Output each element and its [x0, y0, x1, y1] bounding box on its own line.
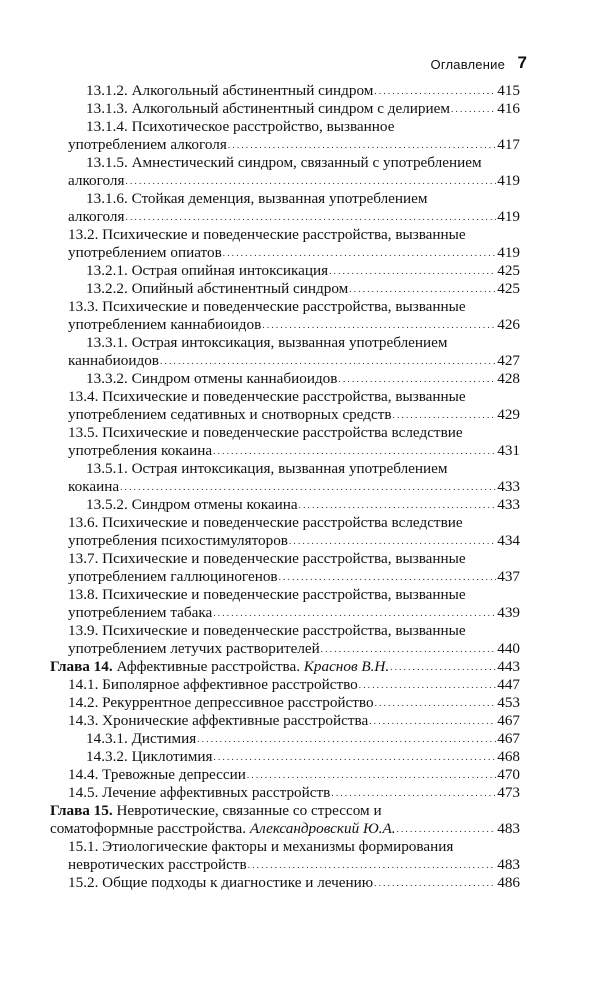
entry-page: 467 — [497, 730, 520, 747]
entry-title-cont: невротических расстройств — [68, 856, 247, 873]
toc-entry[interactable] — [0, 874, 600, 892]
toc-entry[interactable] — [0, 586, 600, 622]
entry-page: 437 — [497, 568, 520, 585]
entry-title: 13.5. Психические и поведенческие расстройства вследствие — [68, 424, 463, 441]
running-header — [0, 53, 600, 77]
entry-page: 434 — [497, 532, 520, 549]
leader-dots — [331, 783, 496, 802]
entry-title-cont: употребления психостимуляторов — [68, 532, 288, 549]
entry-title: 13.2.1. Острая опийная интоксикация — [86, 262, 329, 279]
leader-dots — [393, 405, 497, 424]
entry-title-cont: кокаина — [68, 478, 120, 495]
toc-entry[interactable] — [0, 676, 600, 694]
leader-dots — [369, 711, 496, 730]
leader-dots — [374, 873, 496, 892]
entry-page: 433 — [497, 478, 520, 495]
entry-title: 14.3. Хронические аффективные расстройства — [68, 712, 369, 729]
toc-entry[interactable] — [0, 496, 600, 514]
entry-title: 13.2.2. Опийный абстинентный синдром — [86, 280, 349, 297]
leader-dots — [120, 477, 496, 496]
entry-page: 439 — [497, 604, 520, 621]
toc-entry[interactable] — [0, 100, 600, 118]
entry-title: 13.3.1. Острая интоксикация, вызванная употреблением — [86, 334, 448, 351]
entry-title-cont: употребления кокаина — [68, 442, 213, 459]
chapter-author: Краснов В.Н. — [303, 658, 390, 675]
entry-title: 13.1.6. Стойкая деменция, вызванная употреблением — [86, 190, 428, 207]
entry-page: 425 — [497, 280, 520, 297]
entry-title: 13.8. Психические и поведенческие расстройства, вызванные — [68, 586, 466, 603]
leader-dots — [375, 693, 497, 712]
entry-page: 431 — [497, 442, 520, 459]
toc-entry[interactable] — [0, 424, 600, 460]
leader-dots — [213, 441, 496, 460]
entry-title-cont: употреблением табака — [68, 604, 213, 621]
toc-entry[interactable] — [0, 154, 600, 190]
leader-dots — [160, 351, 496, 370]
leader-dots — [374, 81, 496, 100]
entry-title: 13.5.1. Острая интоксикация, вызванная употреблением — [86, 460, 448, 477]
entry-title-cont: алкоголя — [68, 172, 125, 189]
toc-entry[interactable] — [0, 460, 600, 496]
toc-entry[interactable] — [0, 550, 600, 586]
entry-title: 14.2. Рекуррентное депрессивное расстройство — [68, 694, 374, 711]
entry-title-cont: алкоголя — [68, 208, 125, 225]
leader-dots — [349, 279, 496, 298]
entry-title: 14.1. Биполярное аффективное расстройство — [68, 676, 358, 693]
entry-title: 15.2. Общие подходы к диагностике и лечению — [68, 874, 374, 891]
entry-page: 473 — [497, 784, 520, 801]
entry-page: 419 — [497, 172, 520, 189]
toc-entry[interactable] — [0, 334, 600, 370]
leader-dots — [289, 531, 496, 550]
leader-dots — [214, 747, 497, 766]
page-number: 7 — [517, 53, 527, 72]
entry-page: 440 — [497, 640, 520, 657]
leader-dots — [397, 819, 497, 838]
leader-dots — [125, 207, 496, 226]
entry-title: 14.3.2. Циклотимия — [86, 748, 213, 765]
leader-dots — [390, 657, 496, 676]
entry-title: 15.1. Этиологические факторы и механизмы формирования — [68, 838, 454, 855]
leader-dots — [125, 171, 496, 190]
table-of-contents — [0, 82, 600, 892]
entry-page: 468 — [497, 748, 520, 765]
entry-page: 443 — [497, 658, 520, 675]
leader-dots — [247, 765, 496, 784]
toc-entry[interactable] — [0, 370, 600, 388]
entry-page: 417 — [497, 136, 520, 153]
toc-entry[interactable] — [0, 262, 600, 280]
entry-page: 467 — [497, 712, 520, 729]
leader-dots — [213, 603, 496, 622]
entry-page: 470 — [497, 766, 520, 783]
entry-title: 14.4. Тревожные депрессии — [68, 766, 246, 783]
leader-dots — [197, 729, 496, 748]
entry-page: 419 — [497, 244, 520, 261]
entry-title: 13.2. Психические и поведенческие расстройства, вызванные — [68, 226, 466, 243]
entry-page: 425 — [497, 262, 520, 279]
entry-title: 13.1.2. Алкогольный абстинентный синдром — [86, 82, 374, 99]
leader-dots — [262, 315, 496, 334]
entry-title: 13.3. Психические и поведенческие расстройства, вызванные — [68, 298, 466, 315]
running-header-section: Оглавление — [430, 57, 505, 72]
entry-title-cont: употреблением летучих растворителей — [68, 640, 320, 657]
chapter-label: Глава 15. — [50, 802, 113, 819]
leader-dots — [451, 99, 496, 118]
toc-entry[interactable] — [0, 712, 600, 730]
entry-page: 483 — [497, 820, 520, 837]
entry-page: 427 — [497, 352, 520, 369]
entry-title-cont: употреблением галлюциногенов — [68, 568, 278, 585]
toc-entry[interactable] — [0, 784, 600, 802]
chapter-title-cont: соматоформные расстройства. — [50, 820, 247, 837]
entry-title: 13.1.5. Амнестический синдром, связанный с употреблением — [86, 154, 482, 171]
chapter-label: Глава 14. — [50, 658, 113, 675]
entry-page: 416 — [497, 100, 520, 117]
toc-entry[interactable] — [0, 838, 600, 874]
toc-entry[interactable] — [0, 766, 600, 784]
toc-entry[interactable] — [0, 514, 600, 550]
entry-page: 483 — [497, 856, 520, 873]
toc-entry[interactable] — [0, 658, 600, 676]
entry-title: 13.6. Психические и поведенческие расстройства вследствие — [68, 514, 463, 531]
entry-title: 14.3.1. Дистимия — [86, 730, 197, 747]
entry-title-cont: употреблением алкоголя — [68, 136, 227, 153]
chapter-title: Аффективные расстройства. — [116, 658, 300, 675]
entry-title-cont: употреблением каннабиоидов — [68, 316, 262, 333]
leader-dots — [321, 639, 496, 658]
entry-title: 13.9. Психические и поведенческие расстройства, вызванные — [68, 622, 466, 639]
entry-title: 14.5. Лечение аффективных расстройств — [68, 784, 331, 801]
toc-entry[interactable] — [0, 694, 600, 712]
entry-page: 426 — [497, 316, 520, 333]
entry-page: 428 — [497, 370, 520, 387]
toc-entry[interactable] — [0, 802, 600, 838]
entry-title-cont: употреблением седативных и снотворных средств — [68, 406, 392, 423]
toc-entry[interactable] — [0, 118, 600, 154]
toc-entry[interactable] — [0, 82, 600, 100]
chapter-title: Невротические, связанные со стрессом и — [116, 802, 382, 819]
entry-page: 415 — [497, 82, 520, 99]
entry-title-cont: употреблением опиатов — [68, 244, 222, 261]
toc-entry[interactable] — [0, 298, 600, 334]
entry-page: 429 — [497, 406, 520, 423]
entry-title: 13.5.2. Синдром отмены кокаина — [86, 496, 298, 513]
leader-dots — [329, 261, 496, 280]
toc-entry[interactable] — [0, 622, 600, 658]
toc-entry[interactable] — [0, 226, 600, 262]
leader-dots — [223, 243, 496, 262]
chapter-author: Александровский Ю.А. — [249, 820, 396, 837]
entry-page: 419 — [497, 208, 520, 225]
toc-entry[interactable] — [0, 190, 600, 226]
entry-title: 13.7. Психические и поведенческие расстройства, вызванные — [68, 550, 466, 567]
entry-title: 13.4. Психические и поведенческие расстройства, вызванные — [68, 388, 466, 405]
entry-page: 486 — [497, 874, 520, 891]
toc-entry[interactable] — [0, 730, 600, 748]
entry-page: 447 — [497, 676, 520, 693]
toc-entry[interactable] — [0, 280, 600, 298]
entry-title: 13.3.2. Синдром отмены каннабиоидов — [86, 370, 338, 387]
leader-dots — [338, 369, 496, 388]
toc-entry[interactable] — [0, 748, 600, 766]
entry-title-cont: каннабиоидов — [68, 352, 159, 369]
entry-title: 13.1.4. Психотическое расстройство, вызванное — [86, 118, 395, 135]
entry-title: 13.1.3. Алкогольный абстинентный синдром с делирием — [86, 100, 450, 117]
leader-dots — [279, 567, 497, 586]
leader-dots — [248, 855, 497, 874]
entry-page: 433 — [497, 496, 520, 513]
leader-dots — [228, 135, 496, 154]
toc-entry[interactable] — [0, 388, 600, 424]
leader-dots — [299, 495, 497, 514]
entry-page: 453 — [497, 694, 520, 711]
leader-dots — [359, 675, 496, 694]
